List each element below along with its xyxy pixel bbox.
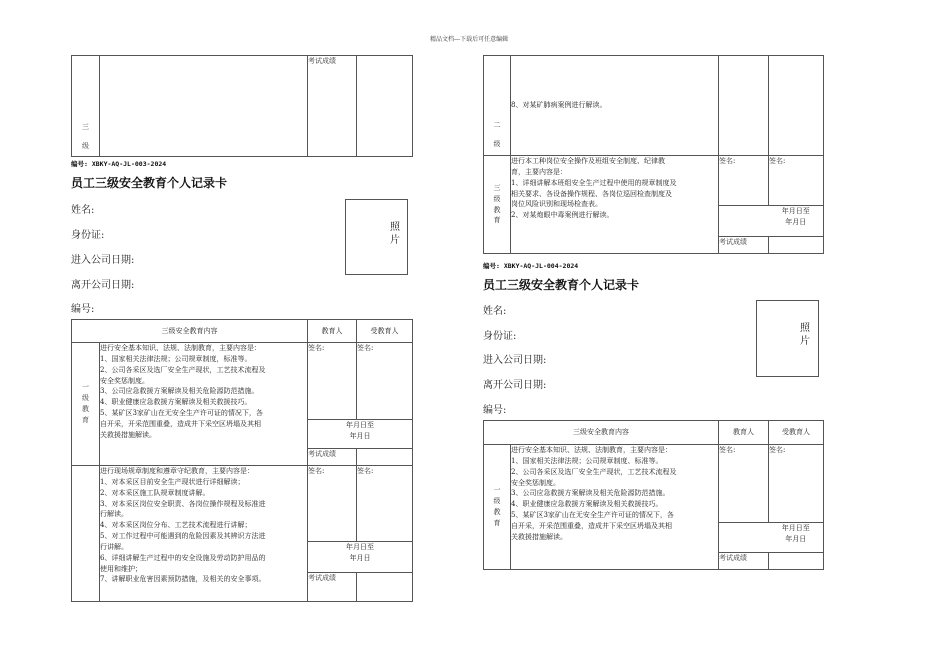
level-char: 一 bbox=[493, 486, 501, 495]
level-1-content bbox=[100, 343, 308, 466]
level-1-cell bbox=[72, 343, 100, 466]
content-line: 1、详细讲解本班组安全生产过程中使用的规章制度及 bbox=[511, 178, 677, 187]
date-range[interactable] bbox=[308, 420, 413, 449]
level-char: 教 bbox=[493, 205, 501, 214]
leave-date-field[interactable]: 离开公司日期: bbox=[71, 280, 135, 291]
content-line: 自开采，开采范围重叠，造成井下采空区坍塌及其相 bbox=[100, 419, 261, 428]
level-char: 级 bbox=[493, 194, 501, 203]
header-educatee: 受教育人 bbox=[769, 421, 824, 445]
exam-score-value[interactable] bbox=[357, 449, 413, 466]
content-line: 行解读。 bbox=[100, 510, 128, 519]
educatee-signature[interactable]: 签名: bbox=[357, 343, 413, 420]
exam-score-label: 考试成绩 bbox=[719, 553, 769, 570]
join-date-field[interactable]: 进入公司日期: bbox=[483, 355, 547, 366]
level-2-content-tail bbox=[511, 56, 719, 156]
content-line: 进行现场规章制度和遵章守纪教育，主要内容是： bbox=[100, 467, 254, 475]
content-line: 岗位风险识别和现场检查表。 bbox=[511, 200, 602, 209]
level-char: 一 bbox=[82, 383, 89, 392]
card-title: 员工三级安全教育个人记录卡 bbox=[71, 176, 228, 190]
date-line: 年月日至 bbox=[346, 421, 374, 429]
leave-date-field[interactable]: 离开公司日期: bbox=[483, 380, 547, 391]
number-field[interactable]: 编号: bbox=[483, 405, 507, 416]
content-line: 2、公司各采区及选厂安全生产现状，工艺技术流程及 bbox=[100, 365, 266, 374]
educator-signature[interactable]: 签名: bbox=[719, 445, 769, 523]
content-line: 4、职业健康应急救援方案解读及相关救援技巧。 bbox=[100, 398, 252, 407]
header-content: 三级安全教育内容 bbox=[484, 421, 719, 445]
date-line: 年月日 bbox=[785, 217, 807, 226]
date-spacer bbox=[719, 523, 769, 553]
content-line: 6、详细讲解生产过程中的安全设施及劳动防护用品的 bbox=[100, 553, 266, 562]
date-spacer bbox=[719, 206, 769, 237]
header-educator: 教育人 bbox=[308, 320, 357, 343]
level-char: 教 bbox=[82, 405, 89, 413]
date-range[interactable] bbox=[308, 542, 413, 573]
photo-label: 片 bbox=[800, 336, 810, 347]
content-line: 使用和维护； bbox=[100, 564, 142, 573]
name-field[interactable]: 姓名: bbox=[71, 205, 95, 216]
content-line: 1、国家相关法律法规；公司规章制度、标准等。 bbox=[511, 456, 663, 465]
educator-signature[interactable]: 签名: bbox=[719, 156, 769, 206]
date-range[interactable] bbox=[769, 523, 824, 553]
level-char: 级 bbox=[82, 394, 89, 403]
content-line: 4、职业健康应急救援方案解读及相关救援技巧。 bbox=[511, 500, 663, 509]
level-char: 三 bbox=[82, 123, 89, 132]
content-line: 安全奖惩制度。 bbox=[100, 376, 149, 385]
header-educator: 教育人 bbox=[719, 421, 769, 445]
educatee-signature[interactable]: 签名: bbox=[769, 156, 824, 206]
content-cell bbox=[100, 56, 308, 157]
photo-label: 照 bbox=[800, 323, 810, 334]
level-char: 三 bbox=[493, 183, 501, 192]
right-education-table bbox=[483, 420, 824, 570]
photo-box bbox=[345, 199, 408, 275]
content-line: 3、公司应急救援方案解读及相关危险源防范措施。 bbox=[511, 489, 670, 498]
number-field[interactable]: 编号: bbox=[71, 304, 95, 315]
date-line: 年月日 bbox=[349, 431, 371, 440]
level-char: 教 bbox=[493, 508, 501, 516]
header-content: 三级安全教育内容 bbox=[72, 320, 308, 343]
photo-label: 片 bbox=[390, 235, 400, 246]
content-line: 1、对本采区目前安全生产现状进行详细解读； bbox=[100, 477, 245, 486]
content-line: 安全奖惩制度。 bbox=[511, 478, 560, 487]
educatee-signature[interactable]: 签名: bbox=[769, 445, 824, 523]
card-code: 编号: XBKY-AQ-JL-003-2024 bbox=[71, 160, 167, 168]
left-top-table bbox=[71, 55, 413, 157]
content-line: 2、公司各采区及选厂安全生产现状，工艺技术流程及 bbox=[511, 467, 677, 476]
educatee-signature[interactable] bbox=[769, 56, 824, 156]
level-char: 级 bbox=[493, 140, 501, 149]
content-line: 进行安全基本知识、法规、法制教育，主要内容是： bbox=[511, 446, 672, 454]
level-char: 级 bbox=[82, 142, 89, 151]
content-line: 5、某矿区3家矿山在无安全生产许可证的情况下，各 bbox=[100, 409, 263, 418]
level-char: 育 bbox=[82, 415, 89, 424]
exam-score-value[interactable] bbox=[769, 553, 824, 570]
exam-score-label: 考试成绩 bbox=[308, 573, 357, 602]
content-line: 关救援措施解读。 bbox=[511, 532, 567, 541]
exam-score-label: 考试成绩 bbox=[308, 56, 357, 157]
content-line: 行讲解。 bbox=[100, 542, 128, 551]
content-line: 1、国家相关法律法规；公司规章制度，标准等。 bbox=[100, 354, 252, 363]
header-educatee: 受教育人 bbox=[357, 320, 413, 343]
level-1-content bbox=[511, 445, 719, 570]
card-code: 编号: XBKY-AQ-JL-004-2024 bbox=[483, 262, 579, 270]
content-line: 2、对某炮眼中毒案例进行解读。 bbox=[511, 211, 614, 220]
level-3-cell bbox=[484, 156, 511, 254]
content-line: 3、对本采区岗位安全职责、各岗位操作规程及标准进 bbox=[100, 499, 266, 508]
educator-signature[interactable]: 签名: bbox=[308, 343, 357, 420]
exam-score-label: 考试成绩 bbox=[719, 237, 769, 254]
date-line: 年月日至 bbox=[781, 207, 810, 215]
date-line: 年月日至 bbox=[781, 524, 810, 532]
exam-score-label: 考试成绩 bbox=[308, 449, 357, 466]
date-range[interactable] bbox=[769, 206, 824, 237]
content-line: 5、某矿区3家矿山在无安全生产许可证的情况下，各 bbox=[511, 511, 674, 520]
level-2-cell bbox=[72, 466, 100, 602]
content-line: 相关要求、各设备操作规程、各岗位巡回检查制度及 bbox=[511, 189, 672, 198]
exam-score-value[interactable] bbox=[357, 56, 413, 157]
content-line: 关救援措施解读。 bbox=[100, 430, 156, 439]
level-3-cell bbox=[72, 56, 100, 157]
id-field[interactable]: 身份证: bbox=[483, 331, 517, 342]
level-2-content bbox=[100, 466, 308, 602]
educator-signature[interactable]: 签名: bbox=[308, 466, 357, 542]
level-char: 育 bbox=[493, 518, 501, 527]
level-char: 级 bbox=[493, 497, 501, 506]
level-2-cell bbox=[484, 56, 511, 156]
level-1-cell bbox=[484, 445, 511, 570]
content-line: 进行安全基本知识、法规、法制教育，主要内容是： bbox=[100, 344, 261, 352]
content-line: 自开采，开采范围重叠，造成井下采空区坍塌及其相 bbox=[511, 521, 672, 530]
photo-label: 照 bbox=[390, 222, 400, 233]
content-line: 3、公司应急救援方案解读及相关危险源防范措施。 bbox=[100, 387, 259, 396]
content-line: 2、对本采区施工队规章制度讲解。 bbox=[100, 488, 210, 497]
card-title: 员工三级安全教育个人记录卡 bbox=[483, 278, 640, 292]
join-date-field[interactable]: 进入公司日期: bbox=[71, 255, 135, 266]
exam-score-value[interactable] bbox=[357, 573, 413, 602]
date-line: 年月日至 bbox=[346, 543, 374, 551]
content-line: 育，主要内容是： bbox=[511, 167, 567, 176]
date-line: 年月日 bbox=[785, 534, 807, 543]
level-3-content bbox=[511, 156, 719, 254]
right-top-table bbox=[483, 55, 824, 254]
level-char: 二 bbox=[493, 121, 501, 130]
exam-score-value[interactable] bbox=[769, 237, 824, 254]
content-line: 进行本工种岗位安全操作及班组安全制度、纪律教 bbox=[511, 157, 665, 165]
educator-signature[interactable] bbox=[719, 56, 769, 156]
name-field[interactable]: 姓名: bbox=[483, 306, 507, 317]
level-char: 育 bbox=[493, 216, 501, 225]
id-field[interactable]: 身份证: bbox=[71, 230, 105, 241]
date-line: 年月日 bbox=[349, 553, 371, 562]
left-education-table bbox=[71, 319, 413, 602]
content-line: 4、对本采区岗位分布、工艺技术流程进行讲解； bbox=[100, 521, 252, 530]
educatee-signature[interactable]: 签名: bbox=[357, 466, 413, 542]
page-header-note: 精品文档---下载后可任意编辑 bbox=[430, 36, 509, 43]
content-line: 7、讲解职业危害因素预防措施，及相关的安全事项。 bbox=[100, 575, 266, 584]
content-line: 5、对工作过程中可能遇到的危险因素及其辨识方法进 bbox=[100, 532, 266, 541]
content-line: 8、对某矿肺病案例进行解读。 bbox=[511, 101, 607, 110]
photo-box bbox=[756, 300, 819, 377]
